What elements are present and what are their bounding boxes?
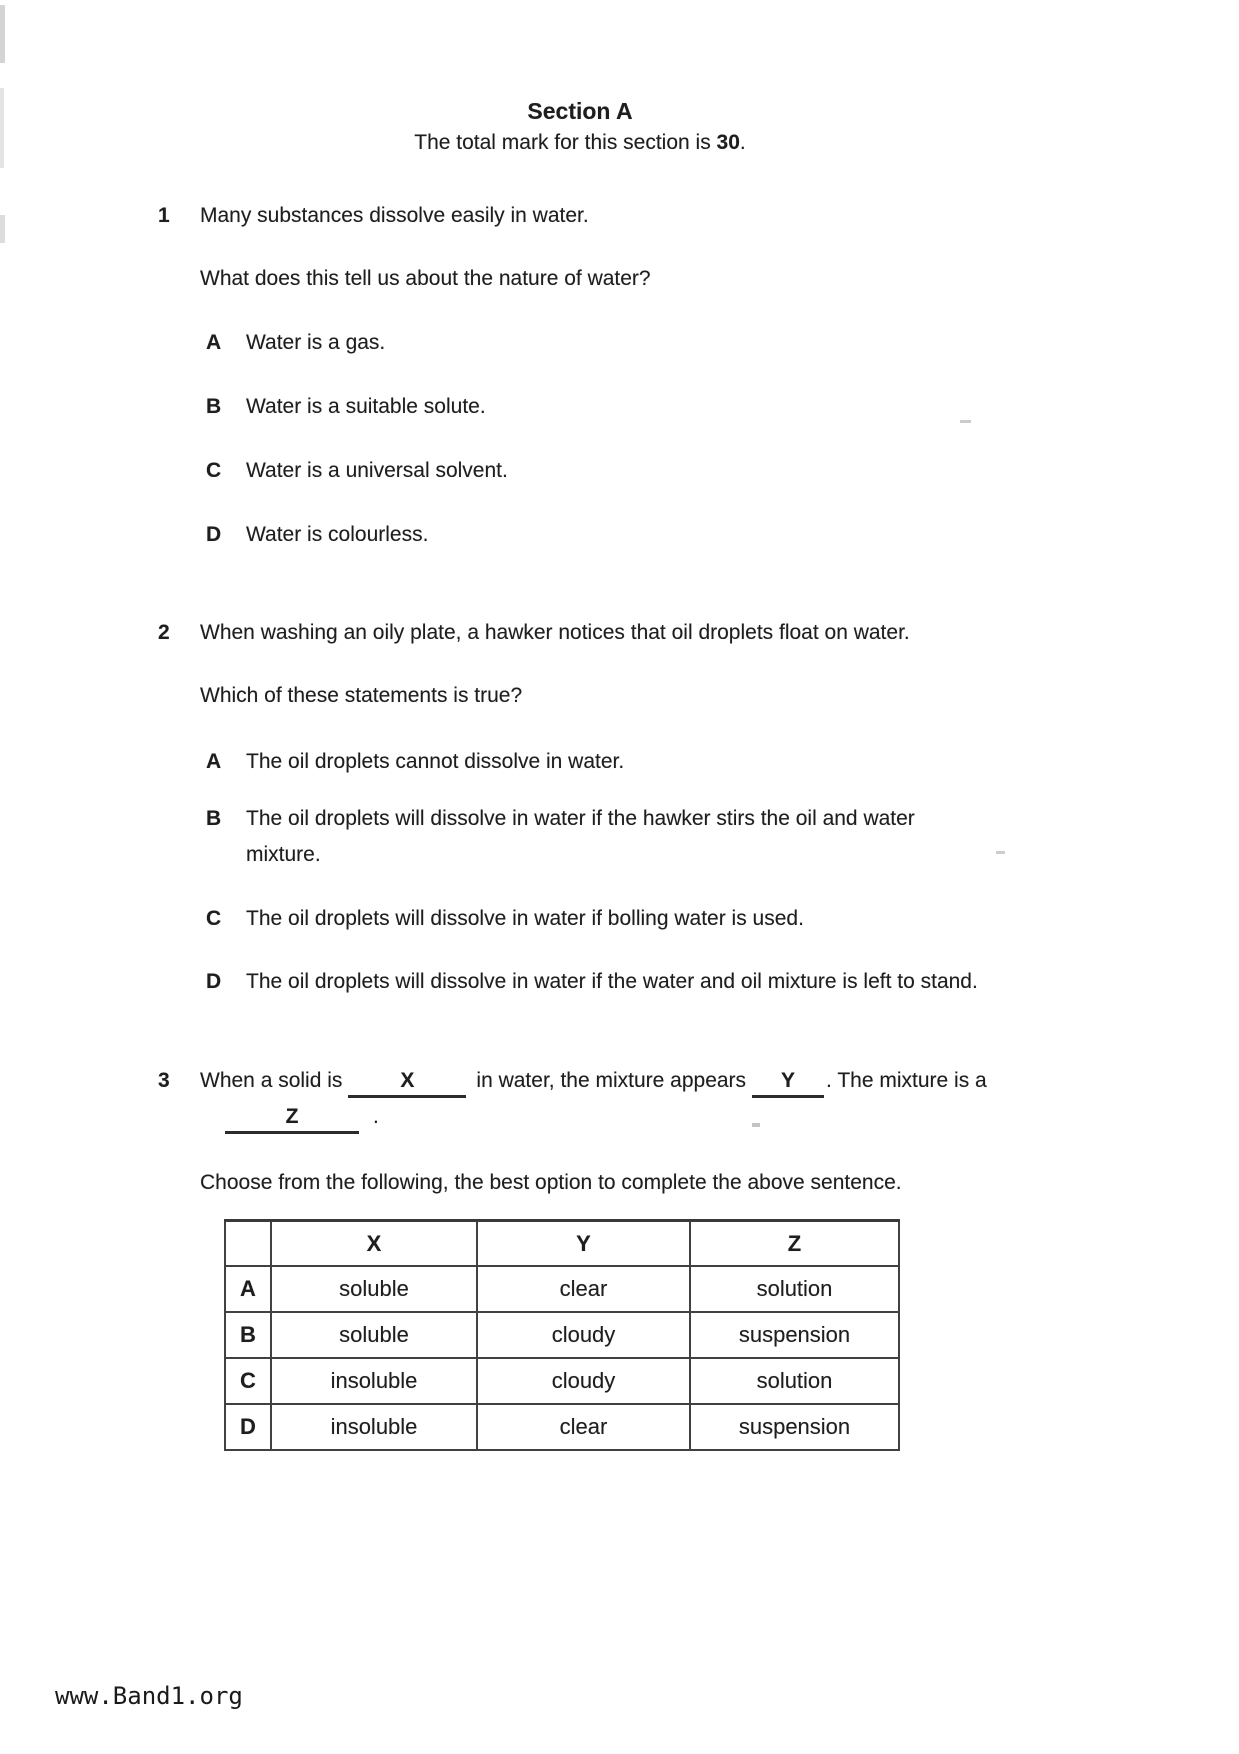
question-number: 3 bbox=[158, 1069, 170, 1092]
table-cell: solution bbox=[690, 1266, 899, 1312]
section-total-marks: 30 bbox=[716, 131, 740, 154]
option-letter: D bbox=[206, 970, 222, 993]
section-title: Section A bbox=[527, 98, 633, 124]
option-letter: D bbox=[206, 523, 222, 546]
question-prompt: Choose from the following, the best option to complete the above sentence. bbox=[200, 1171, 902, 1194]
option-text: The oil droplets will dissolve in water if the water and oil mixture is left to stand. bbox=[246, 970, 978, 993]
table-row-letter: C bbox=[225, 1358, 271, 1404]
option-letter: C bbox=[206, 907, 222, 930]
option-row-d bbox=[200, 964, 1160, 1000]
table-cell: insoluble bbox=[271, 1358, 477, 1404]
option-text: Water is a suitable solute. bbox=[246, 395, 486, 418]
option-letter: A bbox=[206, 750, 222, 773]
table-cell: cloudy bbox=[477, 1358, 690, 1404]
option-row-b bbox=[200, 801, 1160, 873]
table-header-row bbox=[225, 1221, 899, 1267]
table-cell: soluble bbox=[271, 1266, 477, 1312]
table-header-y: Y bbox=[477, 1221, 690, 1267]
section-subtitle bbox=[0, 128, 1160, 158]
question-2 bbox=[0, 615, 1239, 1000]
table-cell: solution bbox=[690, 1358, 899, 1404]
table-row bbox=[225, 1404, 899, 1450]
option-text-line-1: The oil droplets will dissolve in water if the hawker stirs the oil and water bbox=[246, 807, 915, 830]
question-stem: When washing an oily plate, a hawker notices that oil droplets float on water. bbox=[200, 621, 910, 644]
table-row bbox=[225, 1266, 899, 1312]
option-row-c bbox=[200, 901, 1160, 937]
table-cell: suspension bbox=[690, 1404, 899, 1450]
sentence-part-4: . bbox=[373, 1105, 379, 1128]
option-letter: B bbox=[206, 807, 222, 830]
table-cell: suspension bbox=[690, 1312, 899, 1358]
options-table bbox=[224, 1219, 900, 1451]
option-letter: A bbox=[206, 331, 222, 354]
table-cell: insoluble bbox=[271, 1404, 477, 1450]
table-row-letter: A bbox=[225, 1266, 271, 1312]
table-cell: soluble bbox=[271, 1312, 477, 1358]
table-row-letter: D bbox=[225, 1404, 271, 1450]
question-prompt: What does this tell us about the nature of water? bbox=[200, 267, 651, 290]
fill-in-sentence-line-1 bbox=[200, 1063, 1160, 1099]
fill-in-sentence-line-2 bbox=[200, 1099, 1160, 1135]
table-header-empty bbox=[225, 1221, 271, 1267]
question-stem: Many substances dissolve easily in water. bbox=[200, 204, 589, 227]
sentence-part-3: . The mixture is a bbox=[826, 1069, 987, 1092]
option-row-c bbox=[200, 453, 1160, 489]
blank-x: X bbox=[348, 1068, 466, 1098]
option-row-a bbox=[200, 744, 1160, 780]
question-3 bbox=[0, 1063, 1239, 1451]
option-row-a bbox=[200, 325, 1160, 361]
question-number: 1 bbox=[158, 204, 170, 227]
section-subtitle-period: . bbox=[739, 131, 746, 154]
option-letter: C bbox=[206, 459, 222, 482]
table-header-x: X bbox=[271, 1221, 477, 1267]
option-letter: B bbox=[206, 395, 222, 418]
table-cell: clear bbox=[477, 1404, 690, 1450]
option-text: The oil droplets will dissolve in water if bolling water is used. bbox=[246, 907, 804, 930]
option-text-line-2: mixture. bbox=[246, 843, 321, 866]
option-row-d bbox=[200, 517, 1160, 553]
table-row-letter: B bbox=[225, 1312, 271, 1358]
footer-url: www.Band1.org bbox=[55, 1682, 243, 1710]
option-text bbox=[246, 801, 915, 873]
section-header bbox=[0, 0, 1160, 158]
table-cell: cloudy bbox=[477, 1312, 690, 1358]
sentence-part-2: in water, the mixture appears bbox=[476, 1069, 747, 1092]
option-text: The oil droplets cannot dissolve in water. bbox=[246, 750, 625, 773]
question-1 bbox=[0, 198, 1239, 553]
option-text: Water is colourless. bbox=[246, 523, 429, 546]
option-text: Water is a gas. bbox=[246, 331, 386, 354]
question-number: 2 bbox=[158, 621, 170, 644]
option-text: Water is a universal solvent. bbox=[246, 459, 508, 482]
question-prompt: Which of these statements is true? bbox=[200, 684, 523, 707]
table-header-z: Z bbox=[690, 1221, 899, 1267]
sentence-part-1: When a solid is bbox=[200, 1069, 343, 1092]
table-row bbox=[225, 1312, 899, 1358]
option-row-b bbox=[200, 389, 1160, 425]
table-row bbox=[225, 1358, 899, 1404]
table-cell: clear bbox=[477, 1266, 690, 1312]
blank-y: Y bbox=[752, 1068, 824, 1098]
blank-z: Z bbox=[225, 1104, 359, 1134]
section-subtitle-text: The total mark for this section is bbox=[414, 131, 717, 154]
